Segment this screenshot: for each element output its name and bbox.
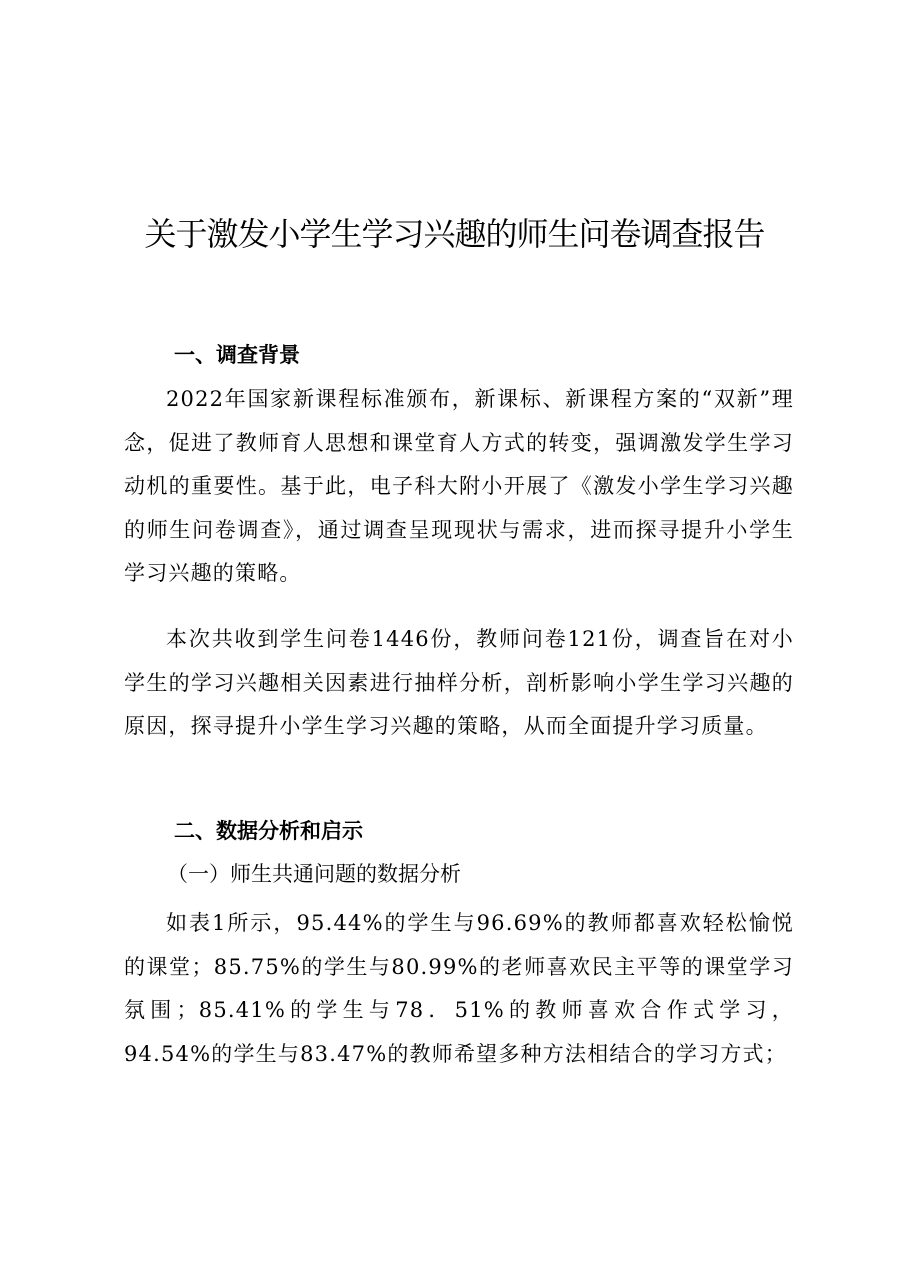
document-title: 关于激发小学生学习兴趣的师生问卷调查报告 xyxy=(144,215,765,253)
data-analysis-paragraph-1: 如表1所示，95.44%的学生与96.69%的教师都喜欢轻松愉悦的课堂；85.75%的学生与80.99%的老师喜欢民主平等的课堂学习氛围；85.41%的学生与78．51%的教师喜欢合作式学习，94.54%的学生与83.47%的教师希望多种方法相结合的学习方式； xyxy=(124,911,794,1066)
background-paragraph-1: 2022年国家新课程标准颁布，新课标、新课程方案的“双新”理念，促进了教师育人思想和课堂育人方式的转变，强调激发学生学习动机的重要性。基于此，电子科大附小开展了《激发小学生学习兴趣的师生问卷调查》，通过调查呈现现状与需求，进而探寻提升小学生学习兴趣的策略。 xyxy=(124,387,794,585)
section-heading-background: 一、调查背景 xyxy=(174,343,300,367)
subsection-heading-common-issues: （一）师生共通问题的数据分析 xyxy=(167,862,461,886)
section-heading-data-analysis: 二、数据分析和启示 xyxy=(174,819,363,843)
background-paragraph-2: 本次共收到学生问卷1446份，教师问卷121份，调查旨在对小学生的学习兴趣相关因素进行抽样分析，剖析影响小学生学习兴趣的原因，探寻提升小学生学习兴趣的策略，从而全面提升学习质量。 xyxy=(124,627,794,738)
